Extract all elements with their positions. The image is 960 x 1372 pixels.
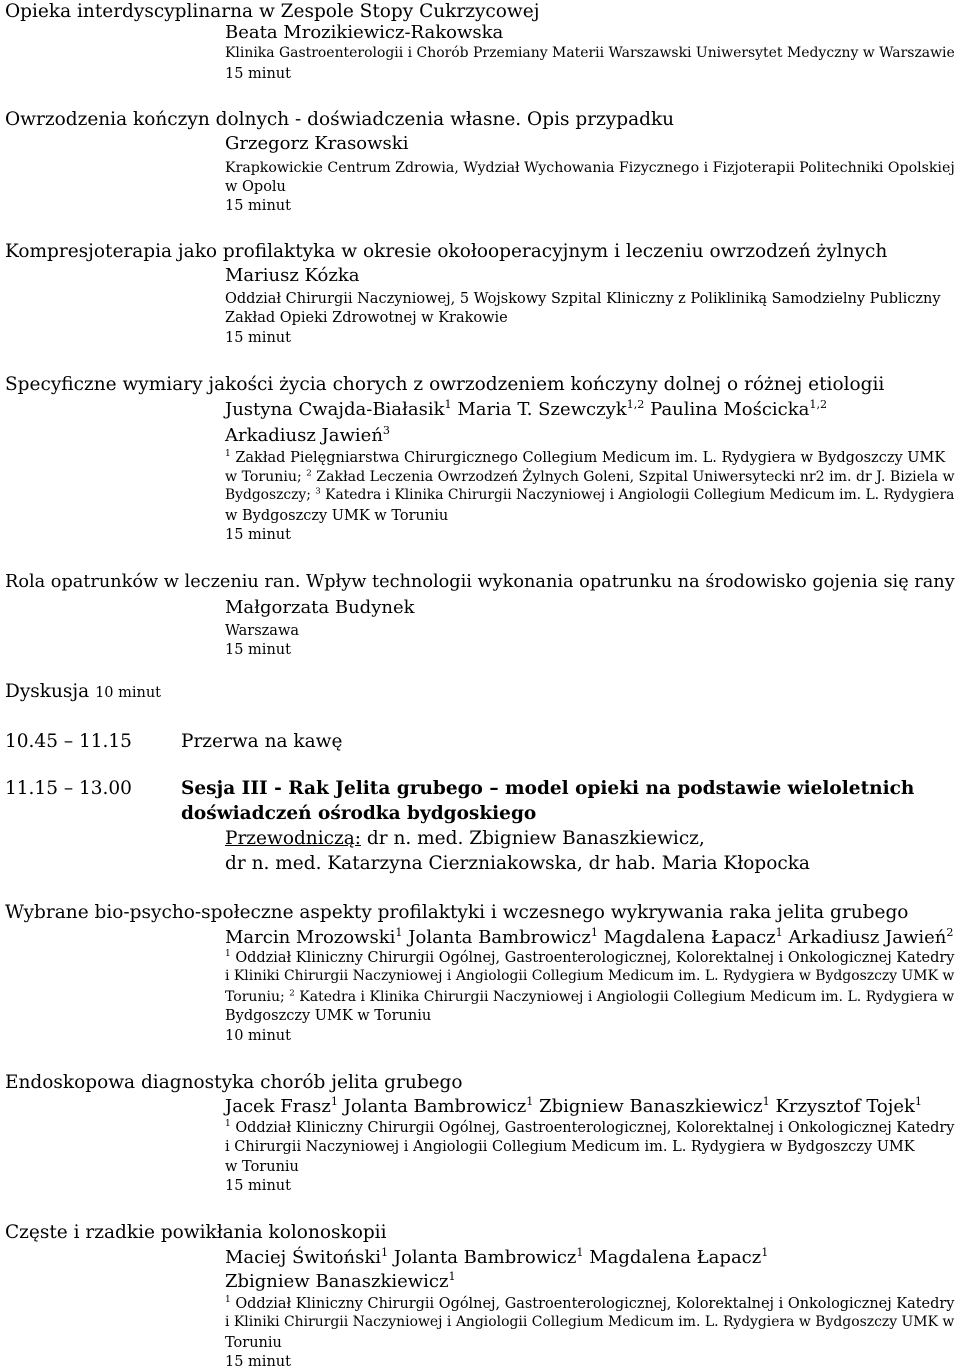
- talk-affiliation: i Kliniki Chirurgii Naczyniowej i Angiologii Collegium Medicum im. L. Rydygiera w Bydgoszczy UMK w: [225, 1314, 955, 1330]
- affil-text: Bydgoszczy;: [225, 487, 316, 503]
- affil-text: Oddział Kliniczny Chirurgii Ogólnej, Gastroenterologicznej, Kolorektalnej i Onkologicznej Katedry: [235, 1120, 955, 1136]
- session-title: Sesja III - Rak Jelita grubego – model opieki na podstawie wieloletnich: [181, 778, 915, 799]
- affil-sup: 3: [315, 486, 321, 497]
- talk-authors: [225, 1246, 769, 1268]
- discussion-label: Dyskusja: [5, 681, 90, 702]
- affil-sup: 1: [225, 1119, 231, 1130]
- author-name: Arkadiusz Jawień: [225, 425, 383, 446]
- affil-text: Toruniu;: [225, 989, 290, 1005]
- affil-text: Katedra i Klinika Chirurgii Naczyniowej i Angiologii Collegium Medicum im. L. Rydygiera: [325, 487, 955, 503]
- talk-title: Owrzodzenia kończyn dolnych - doświadczenia własne. Opis przypadku: [5, 109, 675, 130]
- talk-author: Małgorzata Budynek: [225, 597, 415, 618]
- chairs-label: Przewodniczą:: [225, 828, 362, 849]
- talk-authors: [225, 1095, 923, 1117]
- affil-sup: 1: [225, 1295, 231, 1306]
- talk-duration: 15 minut: [225, 527, 291, 543]
- talk-affiliation: [225, 990, 954, 1004]
- talk-affiliation: w Opolu: [225, 179, 286, 195]
- talk-affiliation: i Chirurgii Naczyniowej i Angiologii Collegium Medicum im. L. Rydygiera w Bydgoszczy UMK: [225, 1139, 915, 1155]
- talk-title: Opieka interdyscyplinarna w Zespole Stopy Cukrzycowej: [5, 1, 540, 22]
- author-sup: 1: [444, 398, 452, 411]
- talk-author: Beata Mrozikiewicz-Rakowska: [225, 22, 504, 43]
- talk-affiliation: Warszawa: [225, 623, 300, 639]
- talk-authors: [225, 424, 391, 446]
- author-name: Jolanta Bambrowicz: [408, 927, 591, 948]
- talk-affiliation: [225, 451, 945, 466]
- talk-duration: 15 minut: [225, 1178, 291, 1194]
- discussion: [5, 683, 161, 702]
- talk-authors: [225, 398, 828, 420]
- talk-affiliation: Krapkowickie Centrum Zdrowia, Wydział Wychowania Fizycznego i Fizjoterapii Politechniki Opolskiej: [225, 160, 955, 176]
- author-name: Arkadiusz Jawień: [788, 927, 947, 948]
- talk-author: Mariusz Kózka: [225, 265, 360, 286]
- talk-duration: 15 minut: [225, 642, 291, 658]
- author-sup: 1,2: [626, 398, 645, 411]
- author-sup: 1: [381, 1246, 389, 1259]
- author-name: Marcin Mrozowski: [225, 927, 396, 948]
- break-time: 10.45 – 11.15: [5, 731, 132, 752]
- talk-affiliation: Toruniu: [225, 1335, 282, 1351]
- author-sup: 1: [590, 926, 598, 939]
- discussion-duration: 10 minut: [95, 685, 162, 701]
- session-chairs: dr n. med. Katarzyna Cierzniakowska, dr hab. Maria Kłopocka: [225, 853, 810, 874]
- session-chairs: [225, 830, 705, 849]
- author-name: Krzysztof Tojek: [775, 1096, 915, 1117]
- author-name: Jolanta Bambrowicz: [393, 1247, 577, 1268]
- author-sup: 1: [395, 926, 403, 939]
- talk-duration: 15 minut: [225, 1354, 291, 1370]
- affil-text: Zakład Pielęgniarstwa Chirurgicznego Collegium Medicum im. L. Rydygiera w Bydgoszczy UMK: [235, 450, 946, 466]
- talk-author: Grzegorz Krasowski: [225, 133, 409, 154]
- talk-authors: [225, 926, 954, 948]
- session-time: 11.15 – 13.00: [5, 778, 132, 799]
- talk-affiliation: [225, 470, 955, 484]
- author-sup: 1: [762, 1095, 770, 1108]
- author-name: Magdalena Łapacz: [589, 1247, 762, 1268]
- talk-affiliation: w Toruniu: [225, 1159, 299, 1175]
- talk-affiliation: Klinika Gastroenterologii i Chorób Przemiany Materii Warszawski Uniwersytet Medyczny w Warszawie: [225, 45, 955, 61]
- author-name: Zbigniew Banaszkiewicz: [539, 1096, 763, 1117]
- author-sup: 1: [775, 926, 783, 939]
- talk-title: Endoskopowa diagnostyka chorób jelita grubego: [5, 1072, 463, 1093]
- affil-text: Oddział Kliniczny Chirurgii Ogólnej, Gastroenterologicznej, Kolorektalnej i Onkologicznej Katedry: [235, 950, 955, 966]
- affil-sup: 2: [306, 468, 312, 479]
- talk-authors: [225, 1270, 456, 1292]
- talk-title: Częste i rzadkie powikłania kolonoskopii: [5, 1222, 387, 1243]
- author-sup: 1: [526, 1095, 534, 1108]
- author-name: Jolanta Bambrowicz: [343, 1096, 527, 1117]
- talk-affiliation: Oddział Chirurgii Naczyniowej, 5 Wojskowy Szpital Kliniczny z Polikliniką Samodzielny Publiczny: [225, 291, 941, 307]
- affil-text: w Toruniu;: [225, 469, 307, 485]
- author-sup: 1: [576, 1246, 584, 1259]
- author-sup: 1,2: [809, 398, 828, 411]
- talk-affiliation: [225, 1121, 954, 1135]
- talk-affiliation: Zakład Opieki Zdrowotnej w Krakowie: [225, 310, 508, 326]
- author-name: Magdalena Łapacz: [603, 927, 776, 948]
- affil-text: Katedra i Klinika Chirurgii Naczyniowej i Angiologii Collegium Medicum im. L. Rydygiera w: [299, 989, 955, 1005]
- talk-affiliation: Bydgoszczy UMK w Toruniu: [225, 1008, 432, 1024]
- affil-text: Zakład Leczenia Owrzodzeń Żylnych Goleni, Szpital Uniwersytecki nr2 im. dr J. Biziela w: [316, 469, 955, 485]
- author-sup: 1: [914, 1095, 923, 1108]
- session-title: doświadczeń ośrodka bydgoskiego: [181, 803, 537, 824]
- talk-affiliation: [225, 951, 954, 965]
- talk-duration: 15 minut: [225, 66, 291, 82]
- author-sup: 1: [448, 1270, 456, 1283]
- talk-title: Wybrane bio-psycho-społeczne aspekty profilaktyki i wczesnego wykrywania raka jelita grubego: [5, 902, 909, 923]
- affil-sup: 1: [225, 949, 231, 960]
- affil-sup: 1: [225, 449, 231, 460]
- author-name: Maria T. Szewczyk: [457, 399, 627, 420]
- talk-affiliation: [225, 1297, 954, 1311]
- author-sup: 3: [382, 424, 391, 437]
- break-label: Przerwa na kawę: [181, 731, 343, 752]
- author-name: Maciej Świtoński: [225, 1247, 382, 1268]
- talk-duration: 15 minut: [225, 198, 291, 214]
- talk-title: Rola opatrunków w leczeniu ran. Wpływ technologii wykonania opatrunku na środowisko gojenia się rany: [5, 572, 955, 592]
- talk-title: Specyficzne wymiary jakości życia chorych z owrzodzeniem kończyny dolnej o różnej etiologii: [5, 374, 885, 395]
- author-name: Justyna Cwajda-Białasik: [225, 399, 445, 420]
- talk-affiliation: w Bydgoszczy UMK w Toruniu: [225, 508, 449, 524]
- author-sup: 2: [946, 926, 954, 939]
- talk-title: Kompresjoterapia jako profilaktyka w okresie okołooperacyjnym i leczeniu owrzodzeń żylnych: [5, 241, 888, 262]
- author-name: Zbigniew Banaszkiewicz: [225, 1271, 449, 1292]
- author-name: Jacek Frasz: [225, 1096, 331, 1117]
- talk-duration: 15 minut: [225, 330, 291, 346]
- author-name: Paulina Mościcka: [650, 399, 810, 420]
- author-sup: 1: [330, 1095, 338, 1108]
- affil-sup: 2: [289, 988, 295, 999]
- talk-affiliation: [225, 486, 955, 503]
- affil-text: Oddział Kliniczny Chirurgii Ogólnej, Gastroenterologicznej, Kolorektalnej i Onkologicznej Katedry: [235, 1296, 955, 1312]
- talk-duration: 10 minut: [225, 1028, 291, 1044]
- talk-affiliation: i Kliniki Chirurgii Naczyniowej i Angiologii Collegium Medicum im. L. Rydygiera w Bydgoszczy UMK w: [225, 968, 955, 984]
- chairs-text: dr n. med. Zbigniew Banaszkiewicz,: [361, 828, 705, 849]
- author-sup: 1: [761, 1246, 769, 1259]
